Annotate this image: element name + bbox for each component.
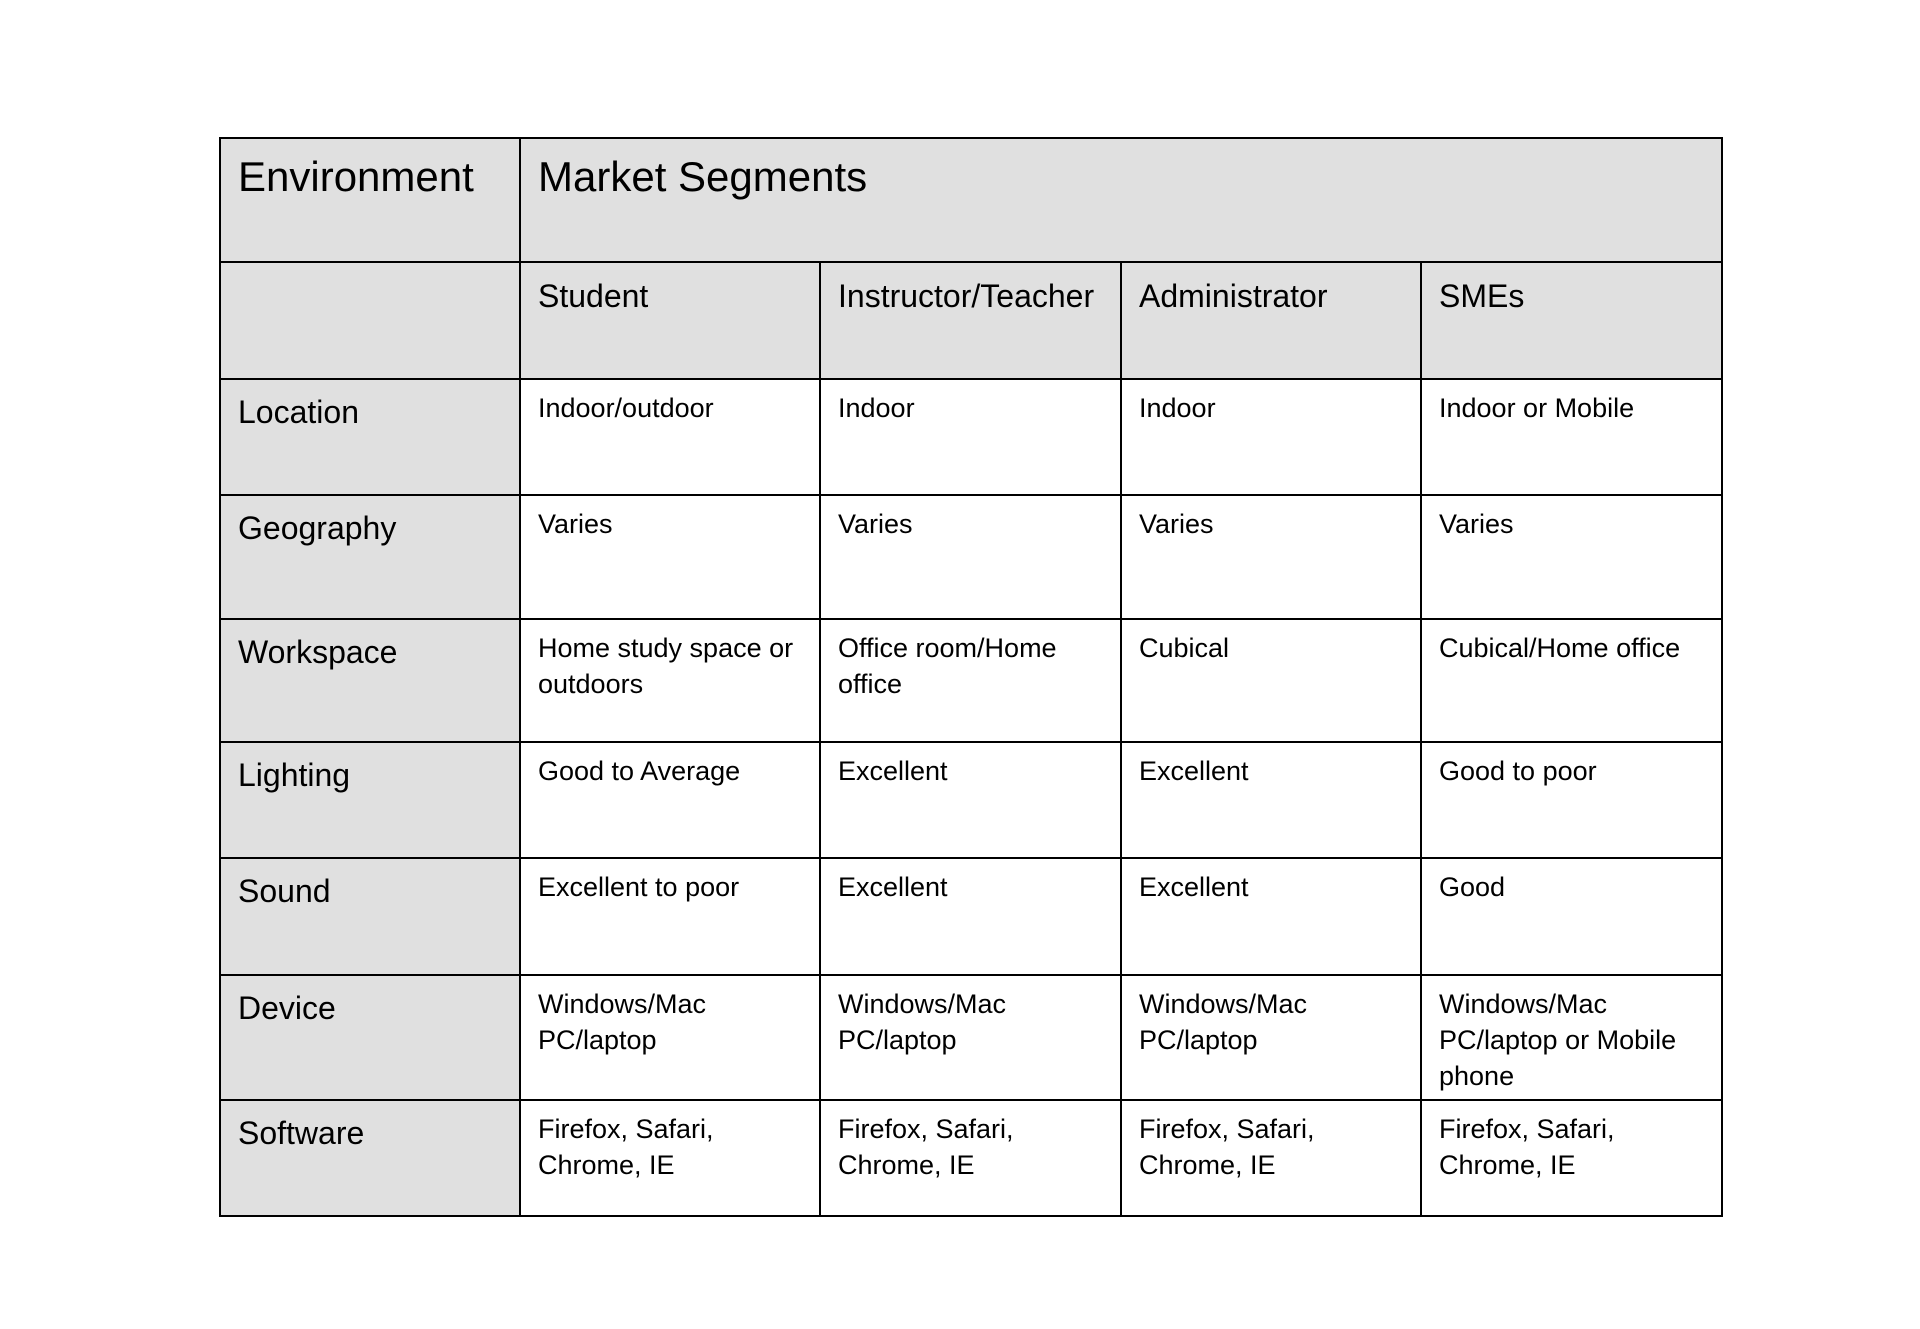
cell-value: Firefox, Safari, Chrome, IE [1439, 1114, 1615, 1180]
table-row-lighting [220, 742, 1722, 858]
segment-header-cell [520, 262, 820, 379]
row-label-cell [220, 379, 520, 495]
cell-value: Good to poor [1439, 756, 1597, 786]
cell-value: Varies [1439, 509, 1514, 539]
row-label-cell [220, 619, 520, 742]
table-cell [520, 495, 820, 619]
row-label-cell [220, 742, 520, 858]
table-cell [820, 495, 1121, 619]
cell-value: Windows/Mac PC/laptop or Mobile phone [1439, 989, 1677, 1091]
table-cell [820, 379, 1121, 495]
table-cell [820, 858, 1121, 975]
table-cell [520, 975, 820, 1100]
row-label-location: Location [238, 394, 359, 430]
group-title: Market Segments [538, 153, 868, 200]
table-cell [820, 1100, 1121, 1216]
table-cell [1121, 379, 1421, 495]
row-label-cell [220, 858, 520, 975]
cell-value: Excellent [1139, 872, 1249, 902]
cell-value: Excellent [838, 872, 948, 902]
table-cell [820, 619, 1121, 742]
empty-header-cell [220, 262, 520, 379]
corner-title-cell [220, 138, 520, 262]
title-row [220, 138, 1722, 262]
cell-value: Good to Average [538, 756, 741, 786]
environment-market-segments-table [219, 137, 1723, 1217]
table-cell [1421, 379, 1722, 495]
table-row-location [220, 379, 1722, 495]
row-label-device: Device [238, 990, 336, 1026]
table-cell [520, 1100, 820, 1216]
table-cell [1421, 858, 1722, 975]
table-cell [1421, 975, 1722, 1100]
segment-header-row [220, 262, 1722, 379]
table-row-device [220, 975, 1722, 1100]
group-title-cell [520, 138, 1722, 262]
row-label-lighting: Lighting [238, 757, 351, 793]
row-label-sound: Sound [238, 873, 331, 909]
table-cell [520, 379, 820, 495]
corner-title: Environment [238, 153, 474, 200]
table-cell [820, 742, 1121, 858]
segment-header-student: Student [538, 278, 649, 314]
table-cell [1421, 619, 1722, 742]
table-cell [1121, 619, 1421, 742]
cell-value: Indoor or Mobile [1439, 393, 1635, 423]
row-label-geography: Geography [238, 510, 397, 546]
table-cell [820, 975, 1121, 1100]
table-row-geography [220, 495, 1722, 619]
cell-value: Windows/Mac PC/laptop [1139, 989, 1308, 1055]
cell-value: Office room/Home office [838, 633, 1057, 699]
table-row-software [220, 1100, 1722, 1216]
cell-value: Windows/Mac PC/laptop [538, 989, 707, 1055]
row-label-cell [220, 975, 520, 1100]
cell-value: Varies [838, 509, 913, 539]
cell-value: Excellent [1139, 756, 1249, 786]
segment-header-instructor: Instructor/Teacher [838, 278, 1095, 314]
table-cell [1421, 1100, 1722, 1216]
cell-value: Windows/Mac PC/laptop [838, 989, 1007, 1055]
cell-value: Cubical [1139, 633, 1230, 663]
table-row-workspace [220, 619, 1722, 742]
segment-header-administrator: Administrator [1139, 278, 1328, 314]
cell-value: Firefox, Safari, Chrome, IE [538, 1114, 714, 1180]
cell-value: Good [1439, 872, 1506, 902]
table-cell [1421, 742, 1722, 858]
segment-header-cell [1421, 262, 1722, 379]
cell-value: Firefox, Safari, Chrome, IE [1139, 1114, 1315, 1180]
table-cell [1121, 495, 1421, 619]
table-row-sound [220, 858, 1722, 975]
cell-value: Firefox, Safari, Chrome, IE [838, 1114, 1014, 1180]
segment-header-cell [1121, 262, 1421, 379]
cell-value: Excellent to poor [538, 872, 740, 902]
cell-value: Varies [538, 509, 613, 539]
table-cell [1121, 742, 1421, 858]
cell-value: Indoor/outdoor [538, 393, 714, 423]
table-cell [520, 619, 820, 742]
table-cell [1121, 1100, 1421, 1216]
cell-value: Excellent [838, 756, 948, 786]
cell-value: Indoor [838, 393, 915, 423]
row-label-cell [220, 495, 520, 619]
row-label-cell [220, 1100, 520, 1216]
table-cell [520, 742, 820, 858]
table-cell [520, 858, 820, 975]
cell-value: Home study space or outdoors [538, 633, 794, 699]
segment-header-cell [820, 262, 1121, 379]
cell-value: Varies [1139, 509, 1214, 539]
row-label-workspace: Workspace [238, 634, 398, 670]
table-cell [1121, 975, 1421, 1100]
cell-value: Indoor [1139, 393, 1216, 423]
table-cell [1121, 858, 1421, 975]
cell-value: Cubical/Home office [1439, 633, 1681, 663]
table-cell [1421, 495, 1722, 619]
row-label-software: Software [238, 1115, 365, 1151]
segment-header-smes: SMEs [1439, 278, 1525, 314]
